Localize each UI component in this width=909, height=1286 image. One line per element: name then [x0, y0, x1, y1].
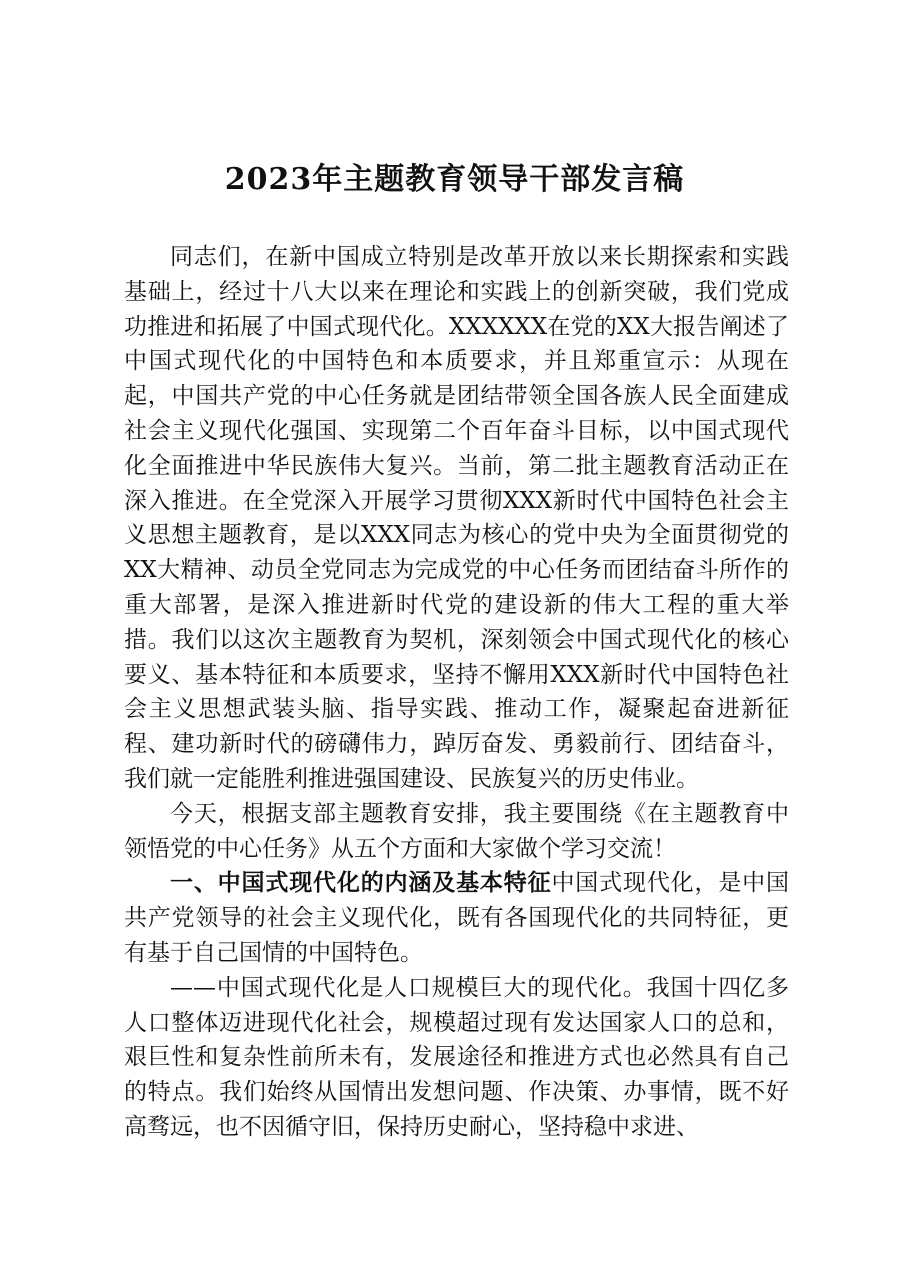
paragraph-2-text: 今天，根据支部主题教育安排，我主要围绕《在主题教育中领悟党的中心任务》从五个方面和大家做个学习交流！ — [124, 800, 789, 862]
paragraph-3-text: 中国式现代化，是中国共产党领导的社会主义现代化，既有各国现代化的共同特征，更有基于自己国情的中国特色。 — [124, 870, 790, 966]
document-title: 2023年主题教育领导干部发言稿 — [224, 162, 685, 197]
document-body — [124, 240, 789, 1145]
paragraph-4 — [124, 971, 789, 1145]
paragraph-1-text: 同志们，在新中国成立特别是改革开放以来长期探索和实践基础上，经过十八大以来在理论和实践上的创新突破，我们党成功推进和拓展了中国式现代化。XXXXXX在党的XX大报告阐述了中国式现代化的中国特色和本质要求，并且郑重宣示：从现在起，中国共产党的中心任务就是团结带领全国各族人民全面建成社会主义现代化强国、实现第二个百年奋斗目标，以中国式现代化全面推进中华民族伟大复兴。当前，第二批主题教育活动正在深入推进。在全党深入开展学习贯彻XXX新时代中国特色社会主义思想主题教育，是以XXX同志为核心的党中央为全面贯彻党的XX大精神、动员全党同志为完成党的中心任务而团结奋斗所作的重大部署，是深入推进新时代党的建设新的伟大工程的重大举措。我们以这次主题教育为契机，深刻领会中国式现代化的核心要义、基本特征和本质要求，坚持不懈用XXX新时代中国特色社会主义思想武装头脑、指导实践、推动工作，凝聚起奋进新征程、建功新时代的磅礴伟力，踔厉奋发、勇毅前行、团结奋斗，我们就一定能胜利推进强国建设、民族复兴的历史伟业。 — [124, 244, 789, 792]
paragraph-2 — [124, 797, 789, 867]
paragraph-3 — [124, 866, 789, 970]
paragraph-1 — [124, 240, 789, 797]
section-heading: 一、中国式现代化的内涵及基本特征 — [170, 870, 552, 897]
paragraph-4-text: ——中国式现代化是人口规模巨大的现代化。我国十四亿多人口整体迈进现代化社会，规模超过现有发达国家人口的总和，艰巨性和复杂性前所未有，发展途径和推进方式也必然具有自己的特点。我们始终从国情出发想问题、作决策、办事情，既不好高骛远，也不因循守旧，保持历史耐心，坚持稳中求进、 — [124, 974, 789, 1140]
